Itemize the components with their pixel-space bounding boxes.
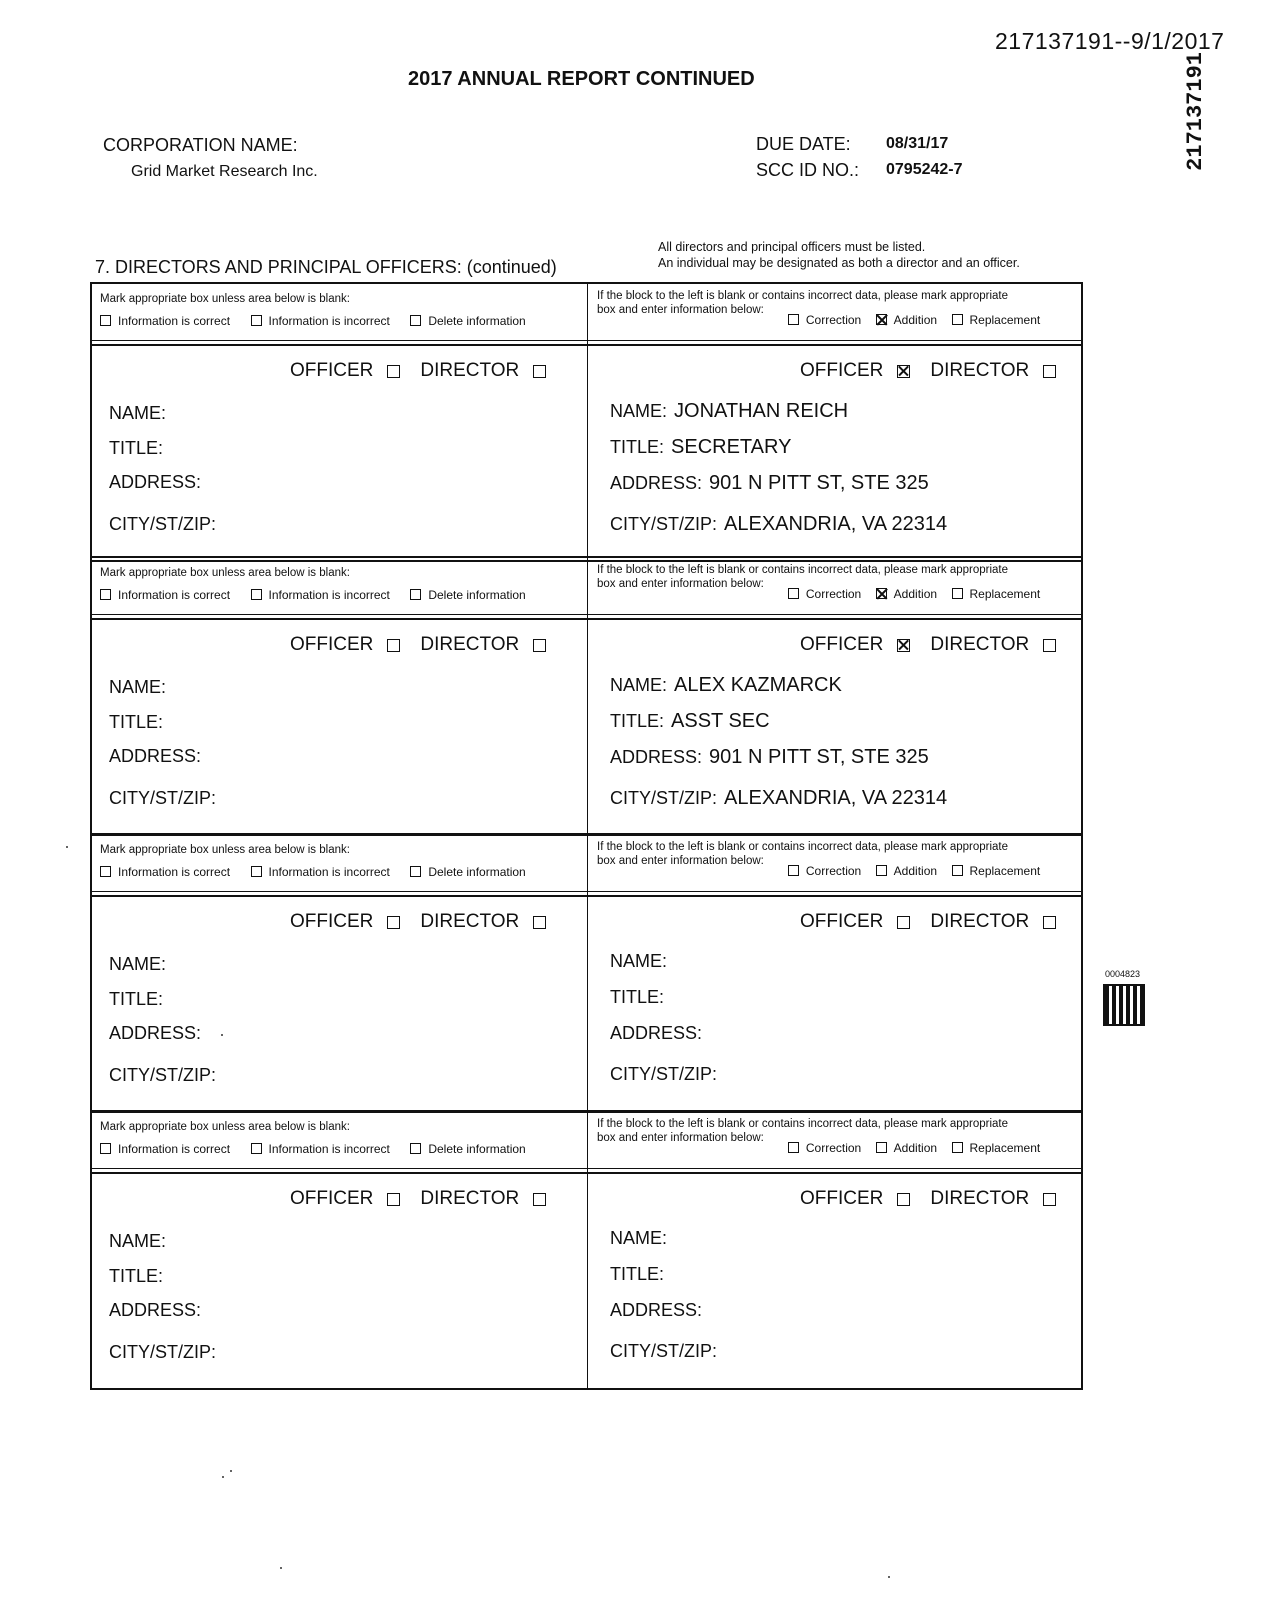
correction-label: Correction — [805, 1140, 862, 1155]
addition-option[interactable] — [876, 864, 937, 878]
checkbox[interactable] — [876, 1142, 887, 1153]
name-label: NAME: — [610, 675, 668, 695]
director-checkbox[interactable] — [533, 1193, 546, 1206]
delete-info-option[interactable] — [410, 314, 525, 328]
address-label: ADDRESS: — [109, 746, 202, 766]
address-label: ADDRESS: — [610, 747, 703, 767]
title-label: TITLE: — [610, 711, 665, 731]
left-name-field[interactable] — [109, 403, 166, 424]
addition-option[interactable] — [876, 313, 937, 327]
left-instructions: Mark appropriate box unless area below is blank: — [100, 293, 350, 305]
delete-info-option[interactable] — [410, 1142, 525, 1156]
right-name-field[interactable] — [610, 674, 842, 697]
address-value: 901 N PITT ST, STE 325 — [709, 746, 929, 768]
title-label: TITLE: — [610, 437, 665, 457]
addition-label: Addition — [893, 586, 938, 601]
checkbox[interactable] — [952, 1142, 963, 1153]
checkbox[interactable] — [410, 589, 421, 600]
address-value: 901 N PITT ST, STE 325 — [709, 472, 929, 494]
name-label: NAME: — [109, 403, 167, 423]
name-label: NAME: — [109, 1231, 167, 1251]
director-label: DIRECTOR — [930, 360, 1030, 381]
officer-label: OFFICER — [800, 911, 884, 932]
citystzip-label: CITY/ST/ZIP: — [610, 514, 718, 534]
title-label: TITLE: — [109, 989, 164, 1009]
checkbox[interactable] — [100, 315, 111, 326]
officer-label: OFFICER — [800, 360, 884, 381]
right-address-field[interactable] — [610, 1023, 709, 1044]
left-instructions: Mark appropriate box unless area below is blank: — [100, 844, 350, 856]
info-incorrect-option[interactable] — [251, 1142, 390, 1156]
left-citystzip-field[interactable] — [109, 1342, 216, 1363]
section-note-1: All directors and principal officers must be listed. — [658, 240, 926, 254]
director-label: DIRECTOR — [930, 1188, 1030, 1209]
replacement-option[interactable] — [952, 1141, 1041, 1155]
left-title-field[interactable] — [109, 712, 163, 733]
citystzip-label: CITY/ST/ZIP: — [109, 788, 217, 808]
corporation-name-label: CORPORATION NAME: — [103, 135, 298, 155]
info-incorrect-label: Information is incorrect — [268, 1141, 390, 1156]
director-checkbox[interactable] — [1043, 1193, 1056, 1206]
name-label: NAME: — [610, 1228, 668, 1248]
scan-speck — [222, 1476, 224, 1478]
title-label: TITLE: — [610, 987, 665, 1007]
officer-label: OFFICER — [800, 634, 884, 655]
data-matrix-barcode — [1103, 984, 1145, 1026]
info-incorrect-option[interactable] — [251, 865, 390, 879]
scc-id-label: SCC ID NO.: — [756, 160, 860, 180]
director-label: DIRECTOR — [930, 911, 1030, 932]
checkbox[interactable] — [410, 1143, 421, 1154]
replacement-option[interactable] — [952, 864, 1041, 878]
scc-id-value: 0795242-7 — [886, 161, 963, 178]
right-name-field[interactable] — [610, 400, 848, 423]
scan-speck — [66, 846, 68, 848]
correction-option[interactable] — [788, 587, 861, 601]
right-citystzip-field[interactable] — [610, 1341, 724, 1362]
citystzip-label: CITY/ST/ZIP: — [610, 1064, 718, 1084]
name-label: NAME: — [610, 951, 668, 971]
left-citystzip-field[interactable] — [109, 788, 216, 809]
info-correct-option[interactable] — [100, 865, 230, 879]
due-date-label: DUE DATE: — [756, 134, 851, 154]
entry-row — [92, 897, 1081, 1111]
left-name-field[interactable] — [109, 1231, 166, 1252]
director-checkbox[interactable] — [533, 916, 546, 929]
officer-checkbox[interactable] — [897, 1193, 910, 1206]
due-date-value: 08/31/17 — [886, 135, 949, 152]
officer-checkbox[interactable] — [387, 1193, 400, 1206]
right-instructions-2: box and enter information below: — [597, 1132, 764, 1144]
name-value: ALEX KAZMARCK — [674, 674, 842, 696]
name-label: NAME: — [109, 677, 167, 697]
checkbox[interactable] — [876, 588, 887, 599]
officer-checkbox[interactable] — [387, 916, 400, 929]
director-checkbox[interactable] — [1043, 365, 1056, 378]
left-address-field[interactable] — [109, 1023, 201, 1044]
vertical-id-stamp: 217137191 — [1183, 52, 1208, 171]
right-officer-director — [800, 911, 1056, 933]
officer-checkbox[interactable] — [897, 639, 910, 652]
checkbox[interactable] — [952, 588, 963, 599]
right-instructions-2: box and enter information below: — [597, 578, 764, 590]
info-incorrect-label: Information is incorrect — [268, 864, 390, 879]
officer-director-block — [90, 282, 1083, 562]
entry-row — [92, 1174, 1081, 1388]
officer-label: OFFICER — [290, 360, 374, 381]
address-label: ADDRESS: — [109, 472, 202, 492]
addition-label: Addition — [893, 312, 938, 327]
director-label: DIRECTOR — [420, 634, 520, 655]
scan-speck — [888, 1576, 890, 1578]
right-instructions-1: If the block to the left is blank or contains incorrect data, please mark appropriate — [597, 841, 1009, 853]
info-incorrect-option[interactable] — [251, 588, 390, 602]
mark-row — [92, 1112, 1081, 1174]
citystzip-label: CITY/ST/ZIP: — [610, 788, 718, 808]
info-incorrect-label: Information is incorrect — [268, 587, 390, 602]
replacement-option[interactable] — [952, 587, 1041, 601]
checkbox[interactable] — [788, 1142, 799, 1153]
right-instructions-1: If the block to the left is blank or contains incorrect data, please mark appropriate — [597, 564, 1009, 576]
correction-label: Correction — [805, 863, 862, 878]
right-title-field[interactable] — [610, 987, 671, 1008]
replacement-label: Replacement — [969, 863, 1041, 878]
right-name-field[interactable] — [610, 951, 674, 972]
right-title-field[interactable] — [610, 1264, 671, 1285]
section-note-2: An individual may be designated as both a director and an officer. — [658, 256, 1020, 270]
checkbox[interactable] — [876, 314, 887, 325]
right-citystzip-field[interactable] — [610, 513, 947, 536]
director-checkbox[interactable] — [533, 639, 546, 652]
right-officer-director — [800, 1188, 1056, 1210]
delete-info-label: Delete information — [428, 587, 526, 602]
checkbox[interactable] — [788, 865, 799, 876]
officer-checkbox[interactable] — [897, 916, 910, 929]
barcode-number: 0004823 — [1105, 969, 1141, 979]
page-title: 2017 ANNUAL REPORT CONTINUED — [408, 68, 755, 90]
info-correct-label: Information is correct — [118, 1141, 231, 1156]
right-name-field[interactable] — [610, 1228, 674, 1249]
delete-info-label: Delete information — [428, 313, 526, 328]
left-name-field[interactable] — [109, 954, 166, 975]
left-title-field[interactable] — [109, 989, 163, 1010]
corporation-name-value: Grid Market Research Inc. — [131, 163, 318, 180]
officer-director-block — [90, 1110, 1083, 1390]
checkbox[interactable] — [100, 1143, 111, 1154]
checkbox[interactable] — [100, 866, 111, 877]
left-officer-director — [290, 634, 546, 656]
mark-row — [92, 558, 1081, 620]
replacement-label: Replacement — [969, 1140, 1041, 1155]
address-label: ADDRESS: — [610, 473, 703, 493]
officer-label: OFFICER — [290, 1188, 374, 1209]
filing-id-date-stamp: 217137191--9/1/2017 — [995, 28, 1225, 54]
info-correct-option[interactable] — [100, 314, 230, 328]
section-heading: 7. DIRECTORS AND PRINCIPAL OFFICERS: (continued) — [95, 257, 557, 277]
citystzip-value: ALEXANDRIA, VA 22314 — [724, 513, 948, 535]
replacement-option[interactable] — [952, 313, 1041, 327]
director-label: DIRECTOR — [420, 911, 520, 932]
replacement-label: Replacement — [969, 312, 1041, 327]
address-label: ADDRESS: — [610, 1300, 703, 1320]
citystzip-value: ALEXANDRIA, VA 22314 — [724, 787, 948, 809]
director-label: DIRECTOR — [930, 634, 1030, 655]
addition-option[interactable] — [876, 1141, 937, 1155]
left-address-field[interactable] — [109, 472, 201, 493]
info-correct-label: Information is correct — [118, 864, 231, 879]
left-citystzip-field[interactable] — [109, 514, 216, 535]
delete-info-option[interactable] — [410, 588, 525, 602]
citystzip-label: CITY/ST/ZIP: — [610, 1341, 718, 1361]
left-address-field[interactable] — [109, 1300, 201, 1321]
scan-speck — [230, 1470, 232, 1472]
correction-option[interactable] — [788, 864, 861, 878]
mark-row — [92, 284, 1081, 346]
checkbox[interactable] — [876, 865, 887, 876]
checkbox[interactable] — [251, 1143, 262, 1154]
title-label: TITLE: — [610, 1264, 665, 1284]
info-incorrect-label: Information is incorrect — [268, 313, 390, 328]
citystzip-label: CITY/ST/ZIP: — [109, 1065, 217, 1085]
right-citystzip-field[interactable] — [610, 1064, 724, 1085]
correction-label: Correction — [805, 312, 862, 327]
name-label: NAME: — [610, 401, 668, 421]
delete-info-option[interactable] — [410, 865, 525, 879]
right-title-field[interactable] — [610, 710, 770, 733]
right-instructions-2: box and enter information below: — [597, 855, 764, 867]
delete-info-label: Delete information — [428, 1141, 526, 1156]
checkbox[interactable] — [100, 589, 111, 600]
scan-speck — [280, 1567, 282, 1569]
citystzip-label: CITY/ST/ZIP: — [109, 1342, 217, 1362]
officer-director-block — [90, 833, 1083, 1113]
checkbox[interactable] — [410, 866, 421, 877]
checkbox[interactable] — [251, 589, 262, 600]
left-title-field[interactable] — [109, 1266, 163, 1287]
title-value: ASST SEC — [671, 710, 770, 732]
checkbox[interactable] — [251, 866, 262, 877]
left-name-field[interactable] — [109, 677, 166, 698]
left-citystzip-field[interactable] — [109, 1065, 216, 1086]
info-correct-label: Information is correct — [118, 587, 231, 602]
left-officer-director — [290, 1188, 546, 1210]
title-value: SECRETARY — [671, 436, 792, 458]
left-officer-director — [290, 360, 546, 382]
right-address-field[interactable] — [610, 1300, 709, 1321]
left-title-field[interactable] — [109, 438, 163, 459]
left-officer-director — [290, 911, 546, 933]
officer-label: OFFICER — [290, 634, 374, 655]
officer-label: OFFICER — [290, 911, 374, 932]
checkbox[interactable] — [788, 314, 799, 325]
entry-row — [92, 620, 1081, 834]
director-checkbox[interactable] — [1043, 639, 1056, 652]
address-label: ADDRESS: — [610, 1023, 703, 1043]
correction-label: Correction — [805, 586, 862, 601]
correction-option[interactable] — [788, 1141, 861, 1155]
addition-label: Addition — [893, 863, 938, 878]
right-instructions-2: box and enter information below: — [597, 304, 764, 316]
title-label: TITLE: — [109, 438, 164, 458]
right-instructions-1: If the block to the left is blank or contains incorrect data, please mark appropriate — [597, 290, 1009, 302]
address-label: ADDRESS: — [109, 1300, 202, 1320]
info-incorrect-option[interactable] — [251, 314, 390, 328]
checkbox[interactable] — [788, 588, 799, 599]
addition-option[interactable] — [876, 587, 937, 601]
right-title-field[interactable] — [610, 436, 791, 459]
title-label: TITLE: — [109, 1266, 164, 1286]
checkbox[interactable] — [251, 315, 262, 326]
officer-checkbox[interactable] — [387, 639, 400, 652]
info-correct-option[interactable] — [100, 1142, 230, 1156]
replacement-label: Replacement — [969, 586, 1041, 601]
left-instructions: Mark appropriate box unless area below is blank: — [100, 567, 350, 579]
officer-director-block — [90, 556, 1083, 836]
right-officer-director — [800, 634, 1056, 656]
officer-checkbox[interactable] — [387, 365, 400, 378]
name-value: JONATHAN REICH — [674, 400, 849, 422]
address-label: ADDRESS: — [109, 1023, 202, 1043]
mark-row — [92, 835, 1081, 897]
delete-info-label: Delete information — [428, 864, 526, 879]
right-address-field[interactable] — [610, 746, 929, 769]
correction-option[interactable] — [788, 313, 861, 327]
left-address-field[interactable] — [109, 746, 201, 767]
right-instructions-1: If the block to the left is blank or contains incorrect data, please mark appropriate — [597, 1118, 1009, 1130]
addition-label: Addition — [893, 1140, 938, 1155]
checkbox[interactable] — [952, 865, 963, 876]
info-correct-option[interactable] — [100, 588, 230, 602]
officer-label: OFFICER — [800, 1188, 884, 1209]
citystzip-label: CITY/ST/ZIP: — [109, 514, 217, 534]
director-checkbox[interactable] — [533, 365, 546, 378]
entry-row — [92, 346, 1081, 560]
officer-checkbox[interactable] — [897, 365, 910, 378]
director-label: DIRECTOR — [420, 360, 520, 381]
info-correct-label: Information is correct — [118, 313, 231, 328]
name-label: NAME: — [109, 954, 167, 974]
director-checkbox[interactable] — [1043, 916, 1056, 929]
right-officer-director — [800, 360, 1056, 382]
left-instructions: Mark appropriate box unless area below is blank: — [100, 1121, 350, 1133]
director-label: DIRECTOR — [420, 1188, 520, 1209]
scan-speck — [221, 1034, 223, 1036]
title-label: TITLE: — [109, 712, 164, 732]
right-address-field[interactable] — [610, 472, 929, 495]
checkbox[interactable] — [952, 314, 963, 325]
checkbox[interactable] — [410, 315, 421, 326]
right-citystzip-field[interactable] — [610, 787, 947, 810]
